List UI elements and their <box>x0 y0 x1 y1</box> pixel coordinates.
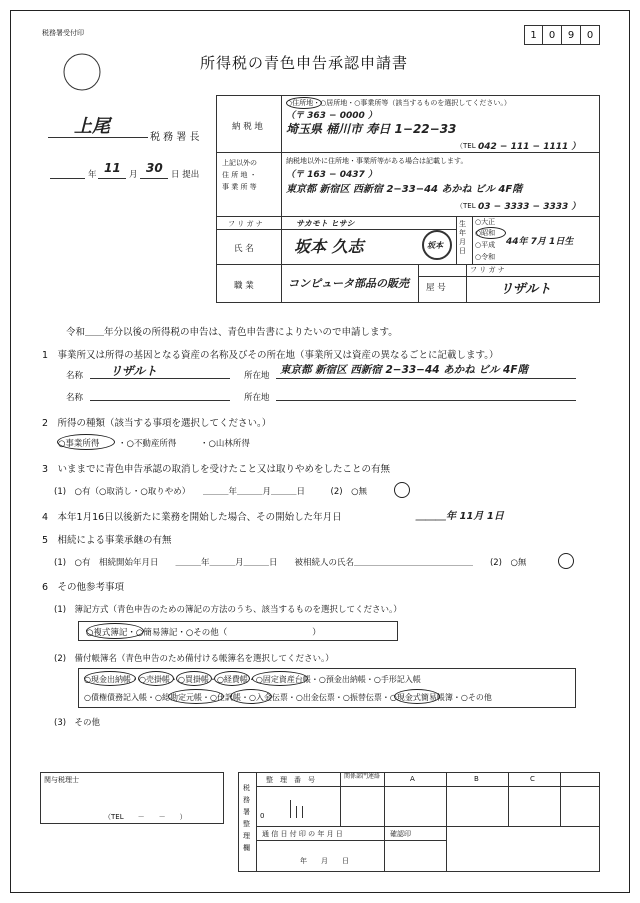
q2-option: ・○山林所得 <box>200 439 250 449</box>
col-header: A <box>410 775 415 783</box>
divider <box>216 264 600 265</box>
agent-tel: （TEL － － ） <box>104 813 187 821</box>
divider <box>446 826 447 872</box>
job-label: 職 業 <box>234 281 254 291</box>
q5-line: (1) ○有 相続開始年月日 ＿＿＿年＿＿＿月＿＿＿日 被相続人の氏名＿＿＿＿＿＿＿＿＿＿＿＿＿＿ (2) ○無 <box>54 558 527 568</box>
col-header: C <box>530 775 535 783</box>
other-label: 上記以外の <box>222 159 257 167</box>
q3-text: 3 いままでに青色申告承認の取消しを受けたこと又は取りやめをしたことの有無 <box>42 464 391 475</box>
taxplace-label: 納 税 地 <box>232 122 263 132</box>
other-note: 納税地以外に住所地・事業所等がある場合は記載します。 <box>286 157 468 165</box>
divider <box>456 216 457 264</box>
divider <box>281 95 282 303</box>
q6-sub3: (3) その他 <box>54 718 101 728</box>
divider <box>256 826 600 827</box>
divider <box>472 216 473 264</box>
divider <box>216 152 600 153</box>
q6-text: 6 その他参考事項 <box>42 582 125 593</box>
job-value: コンピュータ部品の販売 <box>288 277 409 290</box>
form-digit: 0 <box>581 25 600 45</box>
q1-loc-line <box>276 400 576 401</box>
q2-option: ・○不動産所得 <box>118 439 177 449</box>
birth-label: 生年月日 <box>459 220 466 255</box>
q4-text: 4 本年1月16日以後新たに業務を開始した場合、その開始した年月日 <box>42 512 342 523</box>
q1-loc-line <box>276 378 576 379</box>
form-digit: 1 <box>524 25 543 45</box>
q1-loc-label: 所在地 <box>244 393 270 403</box>
tel-label: （TEL <box>456 142 476 150</box>
submit-month: 11 <box>104 161 121 175</box>
divider <box>216 216 600 217</box>
office-suffix: 税 務 署 長 <box>150 132 200 143</box>
era-option-selected: ○昭和 <box>475 229 496 237</box>
selected-mark <box>138 671 174 686</box>
selected-mark <box>168 689 224 704</box>
q1-name-label: 名称 <box>66 393 84 403</box>
q6-sub1: (1) 簿記方式（青色申告のための簿記の方法のうち、該当するものを選択してください。） <box>54 605 402 615</box>
date-stamp-label: 通 信 日 付 印 の 年 月 日 <box>262 830 343 838</box>
q2-option-selected: ○事業所得 <box>58 439 100 449</box>
q1-loc-value: 東京都 新宿区 西新宿 2−33−44 あかね ビル 4F階 <box>280 364 529 376</box>
selected-mark <box>558 553 574 569</box>
selected-mark <box>57 434 115 450</box>
year-line <box>50 178 85 179</box>
office-name: 上尾 <box>74 116 110 137</box>
q1-name-line <box>90 400 230 401</box>
intro-text: 令和＿＿年分以後の所得税の申告は、青色申告書によりたいので申請します。 <box>66 327 398 338</box>
divider <box>340 772 341 826</box>
selected-mark <box>86 623 144 639</box>
other-tel: 03 − 3333 − 3333 ） <box>478 202 581 212</box>
tick <box>290 800 291 818</box>
tel-label: （TEL <box>456 202 476 210</box>
stamp-circle <box>60 50 104 94</box>
name-label: 氏 名 <box>234 244 254 254</box>
era-option: ○平成 <box>475 241 496 249</box>
selected-mark <box>394 689 440 704</box>
col-header: B <box>474 775 479 783</box>
day-line <box>140 178 168 179</box>
confirm-label: 確認印 <box>390 830 411 838</box>
taxplace-options: ○住所地・○居所地・○事業所等（該当するものを選択してください。） <box>286 99 511 107</box>
divider <box>418 264 419 303</box>
divider <box>256 840 446 841</box>
selected-mark <box>214 671 250 686</box>
divider <box>384 772 385 872</box>
zero-mark: 0 <box>260 812 265 820</box>
office-side-label: 税務署整理欄 <box>243 784 250 852</box>
q5-text: 5 相続による事業承継の有無 <box>42 535 172 546</box>
col-header: 整 理 番 号 <box>266 776 315 784</box>
col-header: 関係部門連絡 <box>344 773 381 780</box>
divider <box>508 772 509 826</box>
other-postal: （〒 163 − 0437 ） <box>286 170 377 180</box>
divider <box>256 786 600 787</box>
divider <box>256 772 257 872</box>
selected-mark <box>252 671 308 686</box>
month-line <box>98 178 126 179</box>
submit-day: 30 <box>146 161 163 175</box>
taxplace-postal: （〒 363 − 0000 ） <box>286 111 377 121</box>
form-title: 所得税の青色申告承認申請書 <box>200 54 409 72</box>
q1-loc-label: 所在地 <box>244 371 270 381</box>
q6-sub2: (2) 備付帳簿名（青色申告のため備付ける帳簿名を選択してください。） <box>54 654 334 664</box>
birth-date: 44年 7月 1日生 <box>506 237 574 247</box>
selected-mark <box>476 227 506 239</box>
shop-label: 屋 号 <box>426 283 446 293</box>
selected-mark <box>84 671 136 686</box>
selected-mark <box>394 482 410 498</box>
ledger-line1: ○現金出納帳・○売掛帳・○買掛帳・○経費帳・○固定資産台帳・○預金出納帳・○手形記入帳 <box>84 675 421 684</box>
q4-date: ＿＿＿年 11月 1日 <box>416 511 504 522</box>
taxplace-tel: 042 − 111 − 1111 ） <box>478 142 581 152</box>
furigana-label: フ リ ガ ナ <box>470 266 505 274</box>
taxplace-address: 埼玉県 桶川市 寿日 1−22−33 <box>286 122 457 136</box>
year-label: 年 <box>88 170 97 180</box>
selected-mark <box>230 689 272 704</box>
era-option: ○令和 <box>475 253 496 261</box>
other-address: 東京都 新宿区 西新宿 2−33−44 あかね ビル 4F階 <box>286 184 523 195</box>
divider <box>560 772 561 826</box>
form-digit: 9 <box>562 25 581 45</box>
other-label: 事 業 所 等 <box>222 183 257 191</box>
q2-text: 2 所得の種類（該当する事項を選択してください。） <box>42 418 272 429</box>
tick <box>296 806 297 818</box>
q1-text: 1 事業所又は所得の基因となる資産の名称及びその所在地（事業所又は資産の異なるごとに記載します。） <box>42 350 499 361</box>
day-label: 日 提出 <box>171 170 200 180</box>
shop-name: リザルト <box>500 282 552 297</box>
q1-name-value: リザルト <box>110 364 158 378</box>
form-number <box>524 25 600 45</box>
q1-name-label: 名称 <box>66 371 84 381</box>
furigana-label: フ リ ガ ナ <box>228 220 263 228</box>
other-label: 住 所 地 ・ <box>222 171 257 179</box>
ledger-line2: ○債権債務記入帳・○総勘定元帳・○仕訳帳・○入金伝票・○出金伝票・○振替伝票・○現金式簡易帳簿・○その他 <box>84 693 492 702</box>
office-underline <box>48 137 148 138</box>
tick <box>302 806 303 818</box>
name-furigana: サカモト ヒサシ <box>296 219 355 228</box>
divider <box>418 276 600 277</box>
selected-mark <box>176 671 212 686</box>
seal-text: 坂本 <box>427 241 443 250</box>
stamp-label: 税務署受付印 <box>42 29 84 37</box>
month-label: 月 <box>129 170 138 180</box>
era-option: ○大正 <box>475 218 496 226</box>
divider <box>446 772 447 826</box>
q3-line: (1) ○有（○取消し・○取りやめ） ＿＿＿年＿＿＿月＿＿＿日 (2) ○無 <box>54 487 368 497</box>
agent-label: 関与税理士 <box>44 776 79 784</box>
bookkeeping-options: ○複式簿記・○簡易簿記・○その他（ ） <box>86 628 321 638</box>
applicant-name: 坂本 久志 <box>294 237 364 256</box>
form-digit: 0 <box>543 25 562 45</box>
footer-date: 年 月 日 <box>300 857 349 865</box>
office-use-table <box>238 772 600 872</box>
divider <box>466 264 467 303</box>
